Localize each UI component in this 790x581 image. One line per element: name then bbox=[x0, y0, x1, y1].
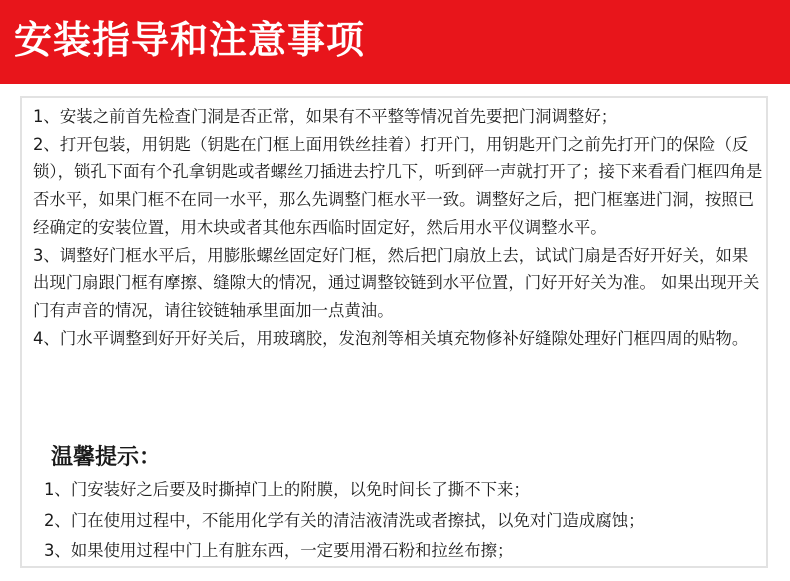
tips-list bbox=[44, 475, 764, 567]
guide-item-2: 2、打开包装，用钥匙（钥匙在门框上面用铁丝挂着）打开门，用钥匙开门之前先打开门的保险（反锁），锁孔下面有个孔拿钥匙或者螺丝刀插进去拧几下，听到砰一声就打开了；接下来看看门框四角是否水平，如果门框不在同一水平，那么先调整门框水平一致。调整好之后，把门框塞进门洞，按照已经确定的安装位置，用木块或者其他东西临时固定好，然后用水平仪调整水平。 bbox=[33, 134, 763, 237]
tip-item-2: 2、门在使用过程中，不能用化学有关的清洁液清洗或者擦拭，以免对门造成腐蚀； bbox=[44, 510, 645, 530]
guide-item-3: 3、调整好门框水平后，用膨胀螺丝固定好门框，然后把门扇放上去，试试门扇是否好开好关，如果出现门扇跟门框有摩擦、缝隙大的情况，通过调整铰链到水平位置，门好开好关为准。 如果出现开关门有声音的情况，请往铰链轴承里面加一点黄油。 bbox=[33, 245, 760, 320]
page-title: 安装指导和注意事项 bbox=[14, 18, 366, 62]
tip-item-1: 1、门安装好之后要及时撕掉门上的附膜，以免时间长了撕不下来； bbox=[44, 480, 530, 499]
tips-heading: 温馨提示： bbox=[51, 445, 162, 470]
tip-item-3: 3、如果使用过程中门上有脏东西，一定要用滑石粉和拉丝布擦； bbox=[44, 541, 514, 560]
installation-guide bbox=[33, 103, 763, 352]
guide-item-1: 1、安装之前首先检查门洞是否正常，如果有不平整等情况首先要把门洞调整好； bbox=[33, 107, 618, 126]
guide-item-4: 4、门水平调整到好开好关后，用玻璃胶，发泡剂等相关填充物修补好缝隙处理好门框四周的贴物。 bbox=[33, 328, 749, 348]
title-banner bbox=[0, 0, 790, 84]
